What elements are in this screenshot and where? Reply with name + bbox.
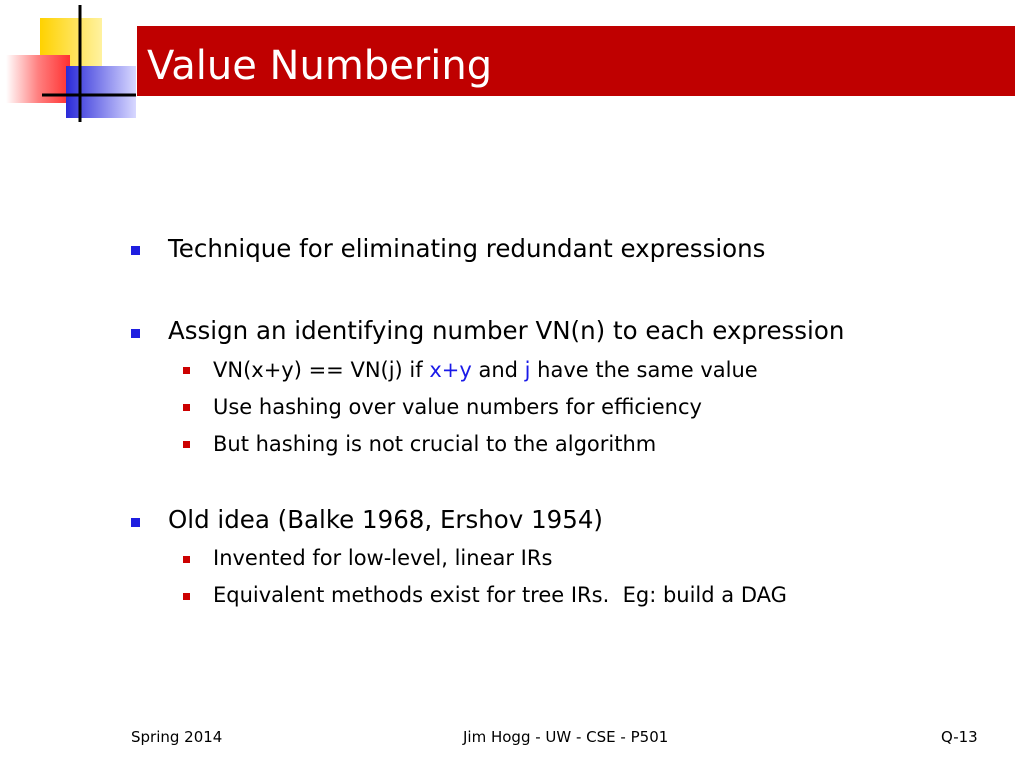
- sub-bullet-text: have the same value: [530, 358, 758, 382]
- sub-bullet-item: [213, 357, 758, 383]
- sub-bullet-square-icon: [183, 593, 190, 600]
- slide-title: Value Numbering: [147, 43, 493, 89]
- bullet-square-icon: [131, 518, 140, 527]
- footer-author: Jim Hogg - UW - CSE - P501: [463, 728, 669, 746]
- sub-bullet-square-icon: [183, 404, 190, 411]
- sub-bullet-item: Use hashing over value numbers for efficiency: [213, 395, 702, 419]
- bullet-item: Technique for eliminating redundant expressions: [168, 234, 766, 263]
- footer-slide-number: Q-13: [941, 728, 978, 746]
- sub-bullet-item: But hashing is not crucial to the algorithm: [213, 432, 657, 456]
- bullet-item: Old idea (Balke 1968, Ershov 1954): [168, 505, 603, 534]
- sub-bullet-item: Invented for low-level, linear IRs: [213, 546, 553, 570]
- sub-bullet-item: Equivalent methods exist for tree IRs. Eg: build a DAG: [213, 583, 787, 607]
- highlight-variable: j: [524, 358, 531, 382]
- sub-bullet-text: and: [471, 358, 525, 382]
- highlight-expression: x+y: [429, 358, 472, 382]
- bullet-item: Assign an identifying number VN(n) to each expression: [168, 316, 845, 345]
- sub-bullet-text: VN(x+y) == VN(j) if: [213, 358, 430, 382]
- footer-date: Spring 2014: [131, 728, 223, 746]
- sub-bullet-square-icon: [183, 367, 190, 374]
- sub-bullet-square-icon: [183, 441, 190, 448]
- sub-bullet-square-icon: [183, 556, 190, 563]
- bullet-square-icon: [131, 329, 140, 338]
- bullet-square-icon: [131, 246, 140, 255]
